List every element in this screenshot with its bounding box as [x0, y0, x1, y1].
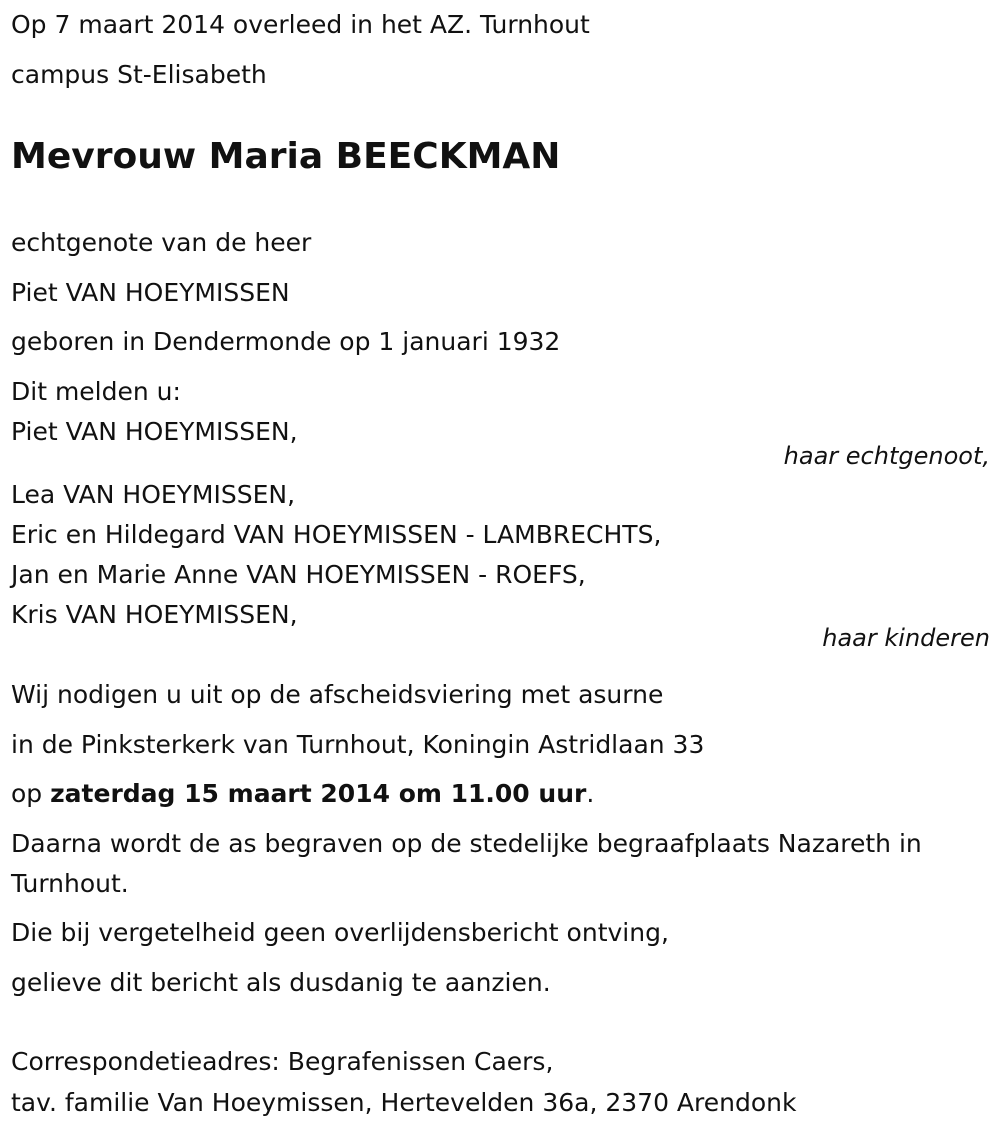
spouse-role: haar echtgenoot, [783, 442, 990, 470]
correspondence-line-1: Correspondetieadres: Begrafenissen Caers, [11, 1047, 554, 1076]
child-4: Kris VAN HOEYMISSEN, [11, 600, 298, 629]
correspondence-line-2: tav. familie Van Hoeymissen, Hertevelden 36a, 2370 Arendonk [11, 1088, 797, 1117]
deceased-name: Mevrouw Maria BEECKMAN [11, 136, 561, 177]
ceremony-line-2: in de Pinksterkerk van Turnhout, Koningin Astridlaan 33 [11, 730, 705, 759]
ceremony-date [11, 779, 594, 809]
burial-line-1: Daarna wordt de as begraven op de stedelijke begraafplaats Nazareth in [11, 829, 922, 858]
ceremony-date-prefix: op [11, 779, 51, 808]
child-2: Eric en Hildegard VAN HOEYMISSEN - LAMBRECHTS, [11, 520, 662, 549]
child-3: Jan en Marie Anne VAN HOEYMISSEN - ROEFS, [11, 560, 586, 589]
burial-line-2: Turnhout. [11, 869, 129, 898]
spouse-name: Piet VAN HOEYMISSEN [11, 278, 290, 307]
intro-line-1: Op 7 maart 2014 overleed in het AZ. Turnhout [11, 10, 590, 39]
spouse-intro: echtgenote van de heer [11, 228, 312, 257]
ceremony-date-bold: zaterdag 15 maart 2014 om 11.00 uur [50, 779, 587, 808]
announcer-spouse: Piet VAN HOEYMISSEN, [11, 417, 298, 446]
announcers-intro: Dit melden u: [11, 377, 181, 406]
ceremony-line-1: Wij nodigen u uit op de afscheidsviering met asurne [11, 680, 664, 709]
birth-details: geboren in Dendermonde op 1 januari 1932 [11, 327, 561, 356]
children-role: haar kinderen [822, 624, 990, 652]
intro-line-2: campus St-Elisabeth [11, 60, 267, 89]
notice-line-2: gelieve dit bericht als dusdanig te aanzien. [11, 968, 551, 997]
notice-line-1: Die bij vergetelheid geen overlijdensbericht ontving, [11, 918, 669, 947]
ceremony-date-suffix: . [586, 779, 595, 808]
child-1: Lea VAN HOEYMISSEN, [11, 480, 296, 509]
